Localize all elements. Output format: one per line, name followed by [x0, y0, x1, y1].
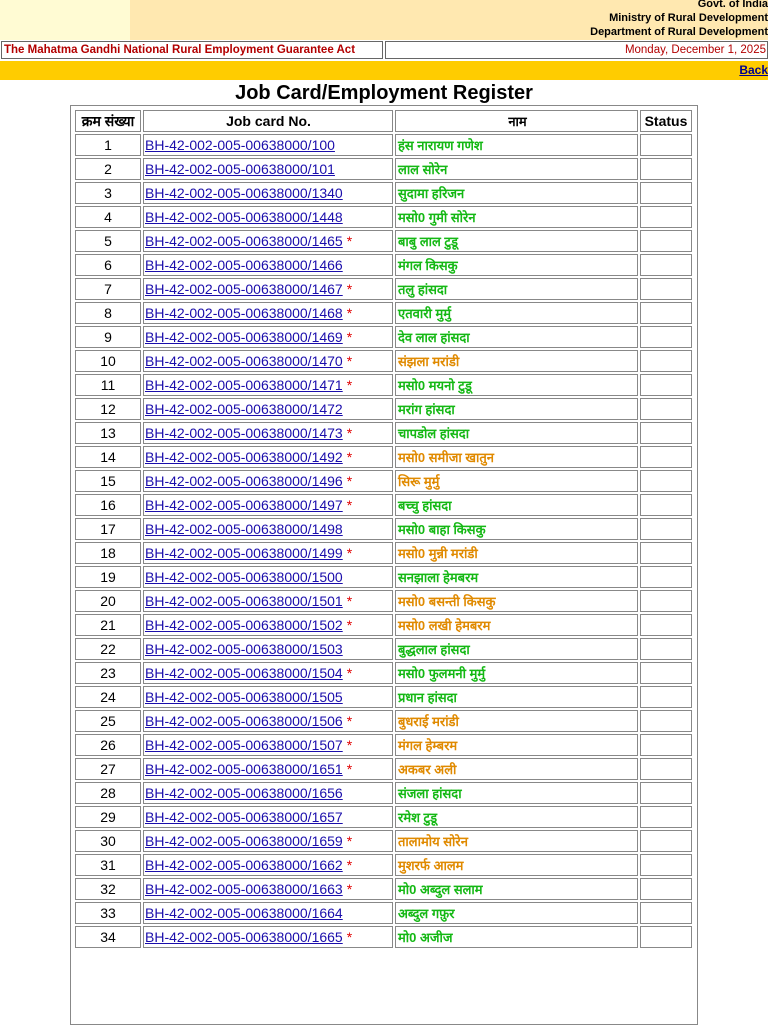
worker-name: अकबर अली: [395, 758, 638, 780]
job-card-cell: [143, 230, 393, 252]
page-title: Job Card/Employment Register: [235, 82, 533, 104]
job-card-link[interactable]: BH-42-002-005-00638000/1499: [145, 545, 343, 561]
header-name: नाम: [395, 110, 638, 132]
table-row: [75, 926, 692, 948]
status-cell: [640, 254, 692, 276]
worker-name: मसो0 मयनो टुडू: [395, 374, 638, 396]
job-card-star: *: [346, 713, 353, 729]
worker-name: मरांग हांसदा: [395, 398, 638, 420]
worker-name: मसो0 बाहा किसकु: [395, 518, 638, 540]
table-row: [75, 398, 692, 420]
serial-number: 19: [75, 566, 141, 588]
table-row: [75, 566, 692, 588]
status-cell: [640, 638, 692, 660]
job-card-link[interactable]: BH-42-002-005-00638000/1502: [145, 617, 343, 633]
status-cell: [640, 446, 692, 468]
worker-name: मंगल हेम्बरम: [395, 734, 638, 756]
job-card-link[interactable]: BH-42-002-005-00638000/1466: [145, 257, 343, 273]
worker-name: मो0 अजीज: [395, 926, 638, 948]
job-card-cell: [143, 806, 393, 828]
job-card-link[interactable]: BH-42-002-005-00638000/1448: [145, 209, 343, 225]
worker-name: हंस नारायण गणेश: [395, 134, 638, 156]
job-card-cell: [143, 614, 393, 636]
job-card-star: *: [346, 377, 353, 393]
job-card-cell: [143, 326, 393, 348]
job-card-link[interactable]: BH-42-002-005-00638000/1662: [145, 857, 343, 873]
worker-name: बुद्धलाल हांसदा: [395, 638, 638, 660]
job-card-link[interactable]: BH-42-002-005-00638000/1500: [145, 569, 343, 585]
status-cell: [640, 662, 692, 684]
serial-number: 30: [75, 830, 141, 852]
serial-number: 27: [75, 758, 141, 780]
status-cell: [640, 686, 692, 708]
job-card-link[interactable]: BH-42-002-005-00638000/1664: [145, 905, 343, 921]
serial-number: 2: [75, 158, 141, 180]
status-cell: [640, 542, 692, 564]
table-row: [75, 158, 692, 180]
table-row: [75, 830, 692, 852]
worker-name: बच्चु हांसदा: [395, 494, 638, 516]
job-card-link[interactable]: BH-42-002-005-00638000/1472: [145, 401, 343, 417]
job-card-link[interactable]: BH-42-002-005-00638000/1465: [145, 233, 343, 249]
worker-name: मसो0 फुलमनी मुर्मु: [395, 662, 638, 684]
job-card-star: *: [346, 281, 353, 297]
worker-name: मसो0 गुमी सोरेन: [395, 206, 638, 228]
department-label: Department of Rural Development: [590, 26, 768, 38]
worker-name: लाल सोरेन: [395, 158, 638, 180]
job-card-star: *: [346, 473, 353, 489]
table-row: [75, 782, 692, 804]
table-row: [75, 254, 692, 276]
status-cell: [640, 926, 692, 948]
worker-name: तालामोय सोरेन: [395, 830, 638, 852]
job-card-star: *: [346, 761, 353, 777]
job-card-star: *: [346, 881, 353, 897]
job-card-link[interactable]: BH-42-002-005-00638000/1468: [145, 305, 343, 321]
serial-number: 9: [75, 326, 141, 348]
worker-name: चापडोल हांसदा: [395, 422, 638, 444]
worker-name: मसो0 बसन्ती किसकु: [395, 590, 638, 612]
serial-number: 1: [75, 134, 141, 156]
serial-number: 7: [75, 278, 141, 300]
status-cell: [640, 902, 692, 924]
job-card-cell: [143, 494, 393, 516]
status-cell: [640, 590, 692, 612]
job-card-cell: [143, 662, 393, 684]
job-card-link[interactable]: BH-42-002-005-00638000/1506: [145, 713, 343, 729]
job-card-link[interactable]: BH-42-002-005-00638000/1492: [145, 449, 343, 465]
status-cell: [640, 878, 692, 900]
job-card-cell: [143, 350, 393, 372]
worker-name: सनझाला हेमबरम: [395, 566, 638, 588]
job-card-cell: [143, 734, 393, 756]
serial-number: 12: [75, 398, 141, 420]
status-cell: [640, 350, 692, 372]
job-card-link[interactable]: BH-42-002-005-00638000/1505: [145, 689, 343, 705]
worker-name: संजला हांसदा: [395, 782, 638, 804]
table-row: [75, 734, 692, 756]
status-cell: [640, 518, 692, 540]
job-card-cell: [143, 566, 393, 588]
table-row: [75, 350, 692, 372]
job-card-link[interactable]: BH-42-002-005-00638000/1507: [145, 737, 343, 753]
act-title: The Mahatma Gandhi National Rural Employment Guarantee Act: [1, 41, 383, 59]
serial-number: 14: [75, 446, 141, 468]
job-card-cell: [143, 782, 393, 804]
serial-number: 21: [75, 614, 141, 636]
job-card-cell: [143, 710, 393, 732]
serial-number: 10: [75, 350, 141, 372]
job-card-cell: [143, 302, 393, 324]
job-card-cell: [143, 182, 393, 204]
job-card-cell: [143, 422, 393, 444]
job-card-cell: [143, 206, 393, 228]
header-serial-number: क्रम संख्या: [75, 110, 141, 132]
job-card-cell: [143, 398, 393, 420]
job-card-link[interactable]: BH-42-002-005-00638000/1473: [145, 425, 343, 441]
serial-number: 23: [75, 662, 141, 684]
serial-number: 3: [75, 182, 141, 204]
worker-name: रमेश टुडू: [395, 806, 638, 828]
status-cell: [640, 278, 692, 300]
table-row: [75, 470, 692, 492]
status-cell: [640, 614, 692, 636]
table-row: [75, 902, 692, 924]
table-row: [75, 590, 692, 612]
table-row: [75, 302, 692, 324]
table-row: [75, 854, 692, 876]
job-card-cell: [143, 830, 393, 852]
table-row: [75, 134, 692, 156]
govt-header: [590, 0, 768, 39]
back-link[interactable]: Back: [739, 63, 768, 77]
header-logo-area: [0, 0, 130, 40]
status-cell: [640, 710, 692, 732]
job-card-link[interactable]: BH-42-002-005-00638000/1469: [145, 329, 343, 345]
table-row: [75, 758, 692, 780]
job-card-link[interactable]: BH-42-002-005-00638000/1503: [145, 641, 343, 657]
serial-number: 24: [75, 686, 141, 708]
job-card-link[interactable]: BH-42-002-005-00638000/1663: [145, 881, 343, 897]
job-card-link[interactable]: BH-42-002-005-00638000/1471: [145, 377, 343, 393]
serial-number: 8: [75, 302, 141, 324]
table-row: [75, 518, 692, 540]
status-cell: [640, 134, 692, 156]
job-card-star: *: [346, 737, 353, 753]
job-card-link[interactable]: BH-42-002-005-00638000/1657: [145, 809, 343, 825]
status-cell: [640, 374, 692, 396]
job-card-cell: [143, 542, 393, 564]
table-row: [75, 614, 692, 636]
job-card-star: *: [346, 929, 353, 945]
job-card-cell: [143, 446, 393, 468]
worker-name: मंगल किसकु: [395, 254, 638, 276]
worker-name: प्रधान हांसदा: [395, 686, 638, 708]
serial-number: 17: [75, 518, 141, 540]
table-row: [75, 662, 692, 684]
status-cell: [640, 830, 692, 852]
status-cell: [640, 398, 692, 420]
job-card-cell: [143, 134, 393, 156]
serial-number: 31: [75, 854, 141, 876]
table-row: [75, 638, 692, 660]
job-card-link[interactable]: BH-42-002-005-00638000/1656: [145, 785, 343, 801]
job-card-star: *: [346, 857, 353, 873]
table-row: [75, 446, 692, 468]
job-card-star: *: [346, 353, 353, 369]
serial-number: 29: [75, 806, 141, 828]
job-card-link[interactable]: BH-42-002-005-00638000/100: [145, 137, 335, 153]
worker-name: मुशरर्फ आलम: [395, 854, 638, 876]
worker-name: मसो0 समीजा खातुन: [395, 446, 638, 468]
job-card-cell: [143, 638, 393, 660]
current-date: Monday, December 1, 2025: [385, 41, 768, 59]
job-card-link[interactable]: BH-42-002-005-00638000/1504: [145, 665, 343, 681]
worker-name: मो0 अब्दुल सलाम: [395, 878, 638, 900]
serial-number: 6: [75, 254, 141, 276]
table-body: [75, 134, 692, 948]
serial-number: 26: [75, 734, 141, 756]
status-cell: [640, 854, 692, 876]
table-row: [75, 806, 692, 828]
job-card-link[interactable]: BH-42-002-005-00638000/1467: [145, 281, 343, 297]
job-card-cell: [143, 902, 393, 924]
nav-bar: [0, 61, 768, 80]
worker-name: बाबु लाल टुडू: [395, 230, 638, 252]
serial-number: 15: [75, 470, 141, 492]
job-card-star: *: [346, 617, 353, 633]
job-card-cell: [143, 686, 393, 708]
job-card-cell: [143, 158, 393, 180]
status-cell: [640, 182, 692, 204]
job-card-link[interactable]: BH-42-002-005-00638000/1497: [145, 497, 343, 513]
worker-name: देव लाल हांसदा: [395, 326, 638, 348]
job-card-star: *: [346, 305, 353, 321]
status-cell: [640, 806, 692, 828]
status-cell: [640, 566, 692, 588]
job-card-link[interactable]: BH-42-002-005-00638000/1665: [145, 929, 343, 945]
table-row: [75, 542, 692, 564]
job-card-link[interactable]: BH-42-002-005-00638000/1501: [145, 593, 343, 609]
serial-number: 25: [75, 710, 141, 732]
serial-number: 16: [75, 494, 141, 516]
job-card-cell: [143, 590, 393, 612]
job-card-cell: [143, 374, 393, 396]
job-card-cell: [143, 854, 393, 876]
job-card-link[interactable]: BH-42-002-005-00638000/1659: [145, 833, 343, 849]
table-row: [75, 878, 692, 900]
header-status: Status: [640, 110, 692, 132]
job-card-star: *: [346, 497, 353, 513]
serial-number: 11: [75, 374, 141, 396]
job-card-link[interactable]: BH-42-002-005-00638000/1498: [145, 521, 343, 537]
job-card-cell: [143, 254, 393, 276]
table-row: [75, 422, 692, 444]
status-cell: [640, 758, 692, 780]
worker-name: संझला मरांडी: [395, 350, 638, 372]
govt-label: Govt. of India: [697, 0, 768, 10]
job-card-link[interactable]: BH-42-002-005-00638000/1496: [145, 473, 343, 489]
table-row: [75, 206, 692, 228]
job-card-star: *: [346, 545, 353, 561]
worker-name: एतवारी मुर्मु: [395, 302, 638, 324]
status-cell: [640, 422, 692, 444]
worker-name: बुधराई मरांडी: [395, 710, 638, 732]
job-card-link[interactable]: BH-42-002-005-00638000/1340: [145, 185, 343, 201]
table-row: [75, 182, 692, 204]
status-cell: [640, 470, 692, 492]
header-band: [130, 0, 768, 40]
table-row: [75, 326, 692, 348]
job-card-star: *: [346, 233, 353, 249]
status-cell: [640, 206, 692, 228]
job-card-cell: [143, 878, 393, 900]
table-row: [75, 230, 692, 252]
header-job-card-no: Job card No.: [143, 110, 393, 132]
worker-name: तलु हांसदा: [395, 278, 638, 300]
worker-name: अब्दुल गफ़ुर: [395, 902, 638, 924]
job-card-cell: [143, 278, 393, 300]
serial-number: 34: [75, 926, 141, 948]
worker-name: मसो0 मुन्नी मरांडी: [395, 542, 638, 564]
status-cell: [640, 734, 692, 756]
serial-number: 22: [75, 638, 141, 660]
table-row: [75, 686, 692, 708]
table-row: [75, 710, 692, 732]
job-card-star: *: [346, 665, 353, 681]
job-card-cell: [143, 758, 393, 780]
worker-name: मसो0 लखी हेमबरम: [395, 614, 638, 636]
job-card-link[interactable]: BH-42-002-005-00638000/1470: [145, 353, 343, 369]
status-cell: [640, 326, 692, 348]
table-header-row: [75, 110, 692, 132]
job-card-cell: [143, 518, 393, 540]
worker-name: सिरू मुर्मु: [395, 470, 638, 492]
job-card-star: *: [346, 449, 353, 465]
table-row: [75, 374, 692, 396]
table-row: [75, 494, 692, 516]
status-cell: [640, 302, 692, 324]
job-card-cell: [143, 470, 393, 492]
job-card-link[interactable]: BH-42-002-005-00638000/1651: [145, 761, 343, 777]
ministry-label: Ministry of Rural Development: [609, 12, 768, 24]
serial-number: 4: [75, 206, 141, 228]
table-row: [75, 278, 692, 300]
serial-number: 28: [75, 782, 141, 804]
serial-number: 32: [75, 878, 141, 900]
job-card-link[interactable]: BH-42-002-005-00638000/101: [145, 161, 335, 177]
serial-number: 20: [75, 590, 141, 612]
serial-number: 13: [75, 422, 141, 444]
status-cell: [640, 158, 692, 180]
job-card-star: *: [346, 833, 353, 849]
serial-number: 5: [75, 230, 141, 252]
serial-number: 18: [75, 542, 141, 564]
job-card-star: *: [346, 593, 353, 609]
job-card-star: *: [346, 425, 353, 441]
status-cell: [640, 230, 692, 252]
job-card-register-table: [73, 108, 694, 950]
status-cell: [640, 494, 692, 516]
serial-number: 33: [75, 902, 141, 924]
job-card-star: *: [346, 329, 353, 345]
worker-name: सुदामा हरिजन: [395, 182, 638, 204]
job-card-cell: [143, 926, 393, 948]
status-cell: [640, 782, 692, 804]
